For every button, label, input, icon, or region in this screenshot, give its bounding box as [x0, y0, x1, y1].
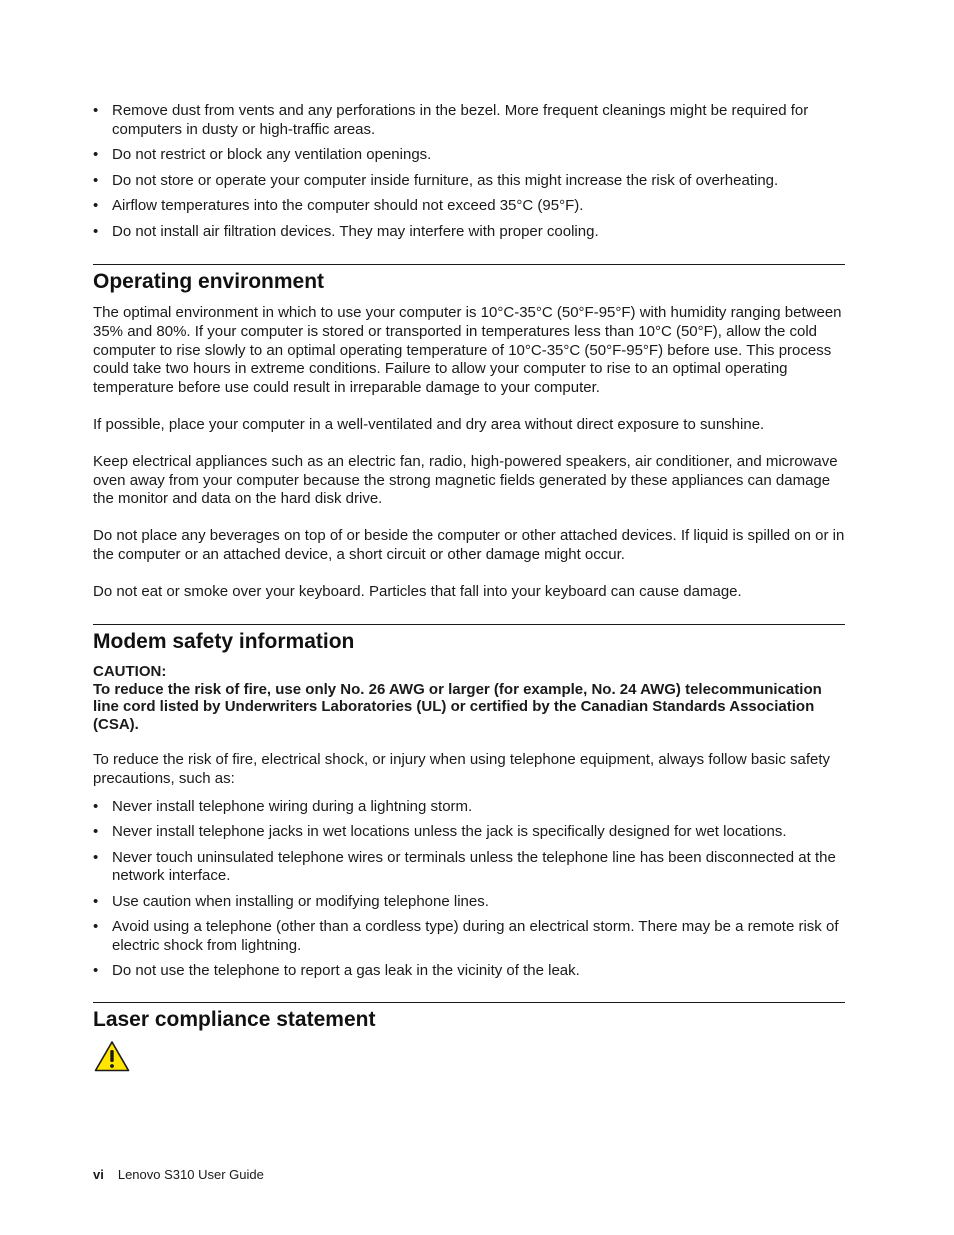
book-title: Lenovo S310 User Guide	[117, 1167, 264, 1182]
telephone-safety-list	[93, 798, 845, 981]
section-divider	[93, 624, 845, 625]
paragraph: To reduce the risk of fire, electrical shock, or injury when using telephone equipment, always follow basic safety precautions, such as:	[93, 751, 831, 787]
list-item: • Do not restrict or block any ventilation openings.	[93, 146, 845, 165]
laser-compliance-section	[93, 1002, 845, 1033]
paragraph: Keep electrical appliances such as an electric fan, radio, high-powered speakers, air conditioner, and microwave oven away from your computer because the strong magnetic fields generated by these appliances can damage the monitor and data on the hard disk drive.	[93, 452, 838, 508]
page-footer	[93, 1167, 264, 1183]
list-item: • Never install telephone wiring during a lightning storm.	[93, 798, 845, 817]
warning-triangle-icon	[94, 1040, 130, 1072]
section-heading: Operating environment	[93, 270, 325, 293]
list-item: • Do not use the telephone to report a gas leak in the vicinity of the leak.	[93, 962, 845, 981]
list-item: • Avoid using a telephone (other than a cordless type) during an electrical storm. There may be a remote risk of electric shock from lightning.	[93, 918, 845, 955]
paragraph: Do not place any beverages on top of or beside the computer or other attached devices. If liquid is spilled on or in the computer or an attached device, a short circuit or other damage might occur.	[93, 527, 845, 563]
caution-text: To reduce the risk of fire, use only No. 26 AWG or larger (for example, No. 24 AWG) telecommunication line cord listed by Underwriters Laboratories (UL) or certified by the Canadian Standards Association (CSA).	[93, 680, 822, 733]
section-heading: Laser compliance statement	[93, 1008, 376, 1031]
caution-label: CAUTION:	[93, 663, 167, 680]
list-item: • Remove dust from vents and any perforations in the bezel. More frequent cleanings might be required for computers in dusty or high-traffic areas.	[93, 102, 845, 139]
list-item: • Do not install air filtration devices. They may interfere with proper cooling.	[93, 223, 845, 242]
paragraph: The optimal environment in which to use your computer is 10°C-35°C (50°F-95°F) with humidity ranging between 35% and 80%. If your computer is stored or transported in temperatures less than 10°C (50°F), allow the cold computer to rise slowly to an optimal operating temperature of 10°C-35°C (50°F-95°F) before use. This process could take two hours in extreme conditions. Failure to allow your computer to rise to an optimal operating temperature before use could result in irreparable damage to your computer.	[93, 304, 842, 397]
section-divider	[93, 1002, 845, 1003]
ventilation-list	[93, 102, 845, 241]
list-item: • Airflow temperatures into the computer should not exceed 35°C (95°F).	[93, 197, 845, 216]
list-item: • Do not store or operate your computer inside furniture, as this might increase the risk of overheating.	[93, 172, 845, 191]
operating-environment-section	[93, 264, 845, 602]
page-number: vi	[93, 1167, 104, 1182]
list-item: • Never touch uninsulated telephone wires or terminals unless the telephone line has been disconnected at the network interface.	[93, 849, 845, 886]
section-divider	[93, 264, 845, 265]
section-heading: Modem safety information	[93, 630, 355, 653]
paragraph: Do not eat or smoke over your keyboard. Particles that fall into your keyboard can cause damage.	[93, 582, 742, 600]
ventilation-list-section	[93, 102, 845, 248]
list-item: • Use caution when installing or modifying telephone lines.	[93, 893, 845, 912]
list-item: • Never install telephone jacks in wet locations unless the jack is specifically designed for wet locations.	[93, 823, 845, 842]
paragraph: If possible, place your computer in a well-ventilated and dry area without direct exposure to sunshine.	[93, 415, 765, 433]
modem-safety-section	[93, 624, 845, 988]
